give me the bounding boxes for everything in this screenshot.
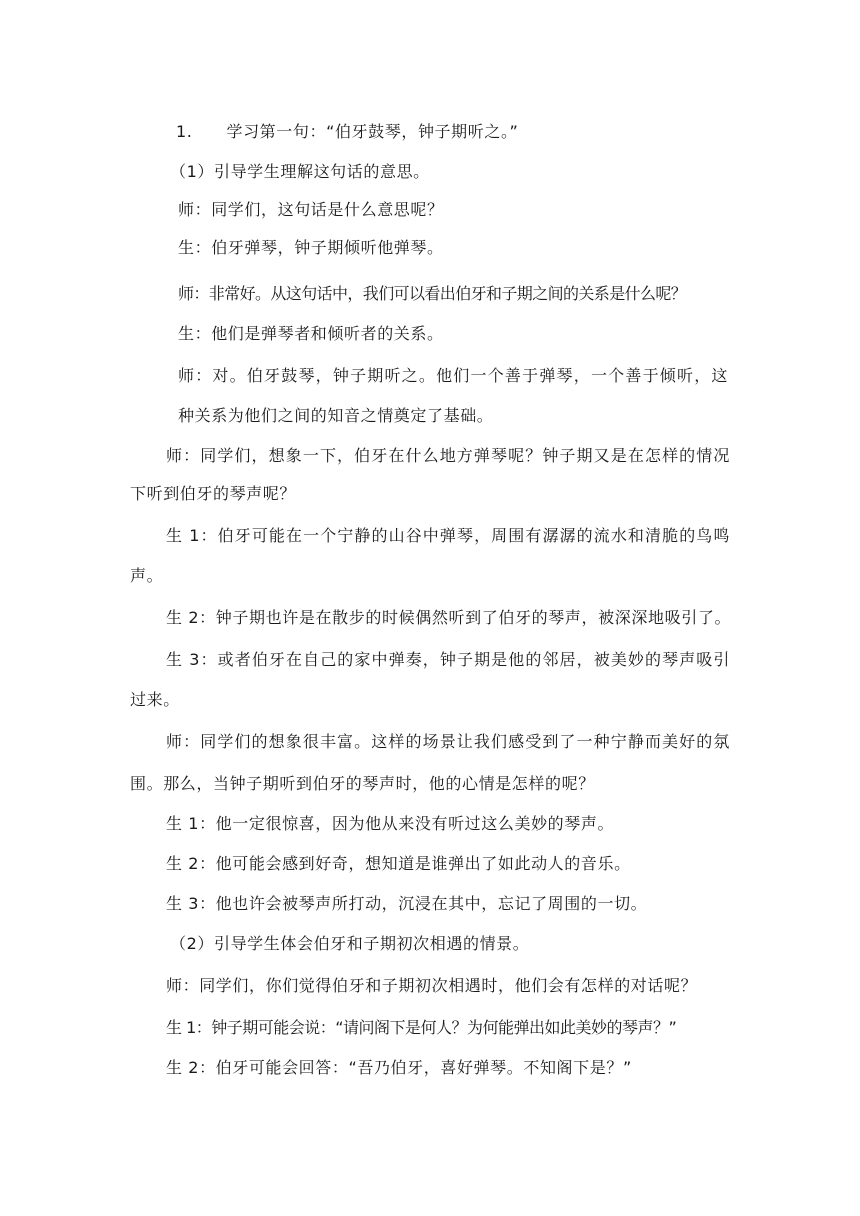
heading-number: 1. xyxy=(176,122,193,141)
paragraph-line: 生 1：他一定很惊喜，因为他从来没有听过这么美妙的琴声。 xyxy=(166,814,615,833)
paragraph-line: 师：同学们，你们觉得伯牙和子期初次相遇时，他们会有怎样的对话呢？ xyxy=(166,976,698,995)
paragraph-line: 生 1：伯牙可能在一个宁静的山谷中弹琴，周围有潺潺的流水和清脆的鸟鸣 xyxy=(166,526,730,545)
paragraph-line: （2）引导学生体会伯牙和子期初次相遇的情景。 xyxy=(170,934,530,953)
paragraph-line: 生 2：他可能会感到好奇，想知道是谁弹出了如此动人的音乐。 xyxy=(166,854,631,873)
paragraph-line: 围。那么，当钟子期听到伯牙的琴声时，他的心情是怎样的呢？ xyxy=(130,774,595,793)
section-heading xyxy=(176,120,518,144)
paragraph-line: 过来。 xyxy=(130,690,180,709)
paragraph-line: 生 2：伯牙可能会回答：“吾乃伯牙，喜好弹琴。不知阁下是？” xyxy=(166,1058,632,1077)
paragraph-line: 生 3：他也许会被琴声所打动，沉浸在其中，忘记了周围的一切。 xyxy=(166,894,648,913)
paragraph-line: 师：同学们，这句话是什么意思呢？ xyxy=(178,200,444,219)
paragraph-line: 生 3：或者伯牙在自己的家中弹奏，钟子期是他的邻居，被美妙的琴声吸引 xyxy=(166,650,730,669)
paragraph-line: 下听到伯牙的琴声呢？ xyxy=(130,484,297,503)
paragraph-line: 师：对。伯牙鼓琴，钟子期听之。他们一个善于弹琴，一个善于倾听，这 xyxy=(178,366,728,385)
paragraph-line: （1）引导学生理解这句话的意思。 xyxy=(170,162,430,181)
paragraph-line: 生 1：钟子期可能会说：“请问阁下是何人？为何能弹出如此美妙的琴声？” xyxy=(166,1018,677,1037)
paragraph-line: 师：非常好。从这句话中，我们可以看出伯牙和子期之间的关系是什么呢？ xyxy=(178,284,687,303)
heading-text: 学习第一句：“伯牙鼓琴，钟子期听之。” xyxy=(226,122,519,141)
paragraph-line: 种关系为他们之间的知音之情奠定了基础。 xyxy=(178,406,494,425)
paragraph-line: 师：同学们，想象一下，伯牙在什么地方弹琴呢？钟子期又是在怎样的情况 xyxy=(166,446,730,465)
paragraph-line: 生：伯牙弹琴，钟子期倾听他弹琴。 xyxy=(178,238,444,257)
paragraph-line: 声。 xyxy=(130,566,164,585)
paragraph-line: 师：同学们的想象很丰富。这样的场景让我们感受到了一种宁静而美好的氛 xyxy=(166,732,730,751)
paragraph-line: 生：他们是弹琴者和倾听者的关系。 xyxy=(178,324,444,343)
paragraph-line: 生 2：钟子期也许是在散步的时候偶然听到了伯牙的琴声，被深深地吸引了。 xyxy=(166,608,730,627)
